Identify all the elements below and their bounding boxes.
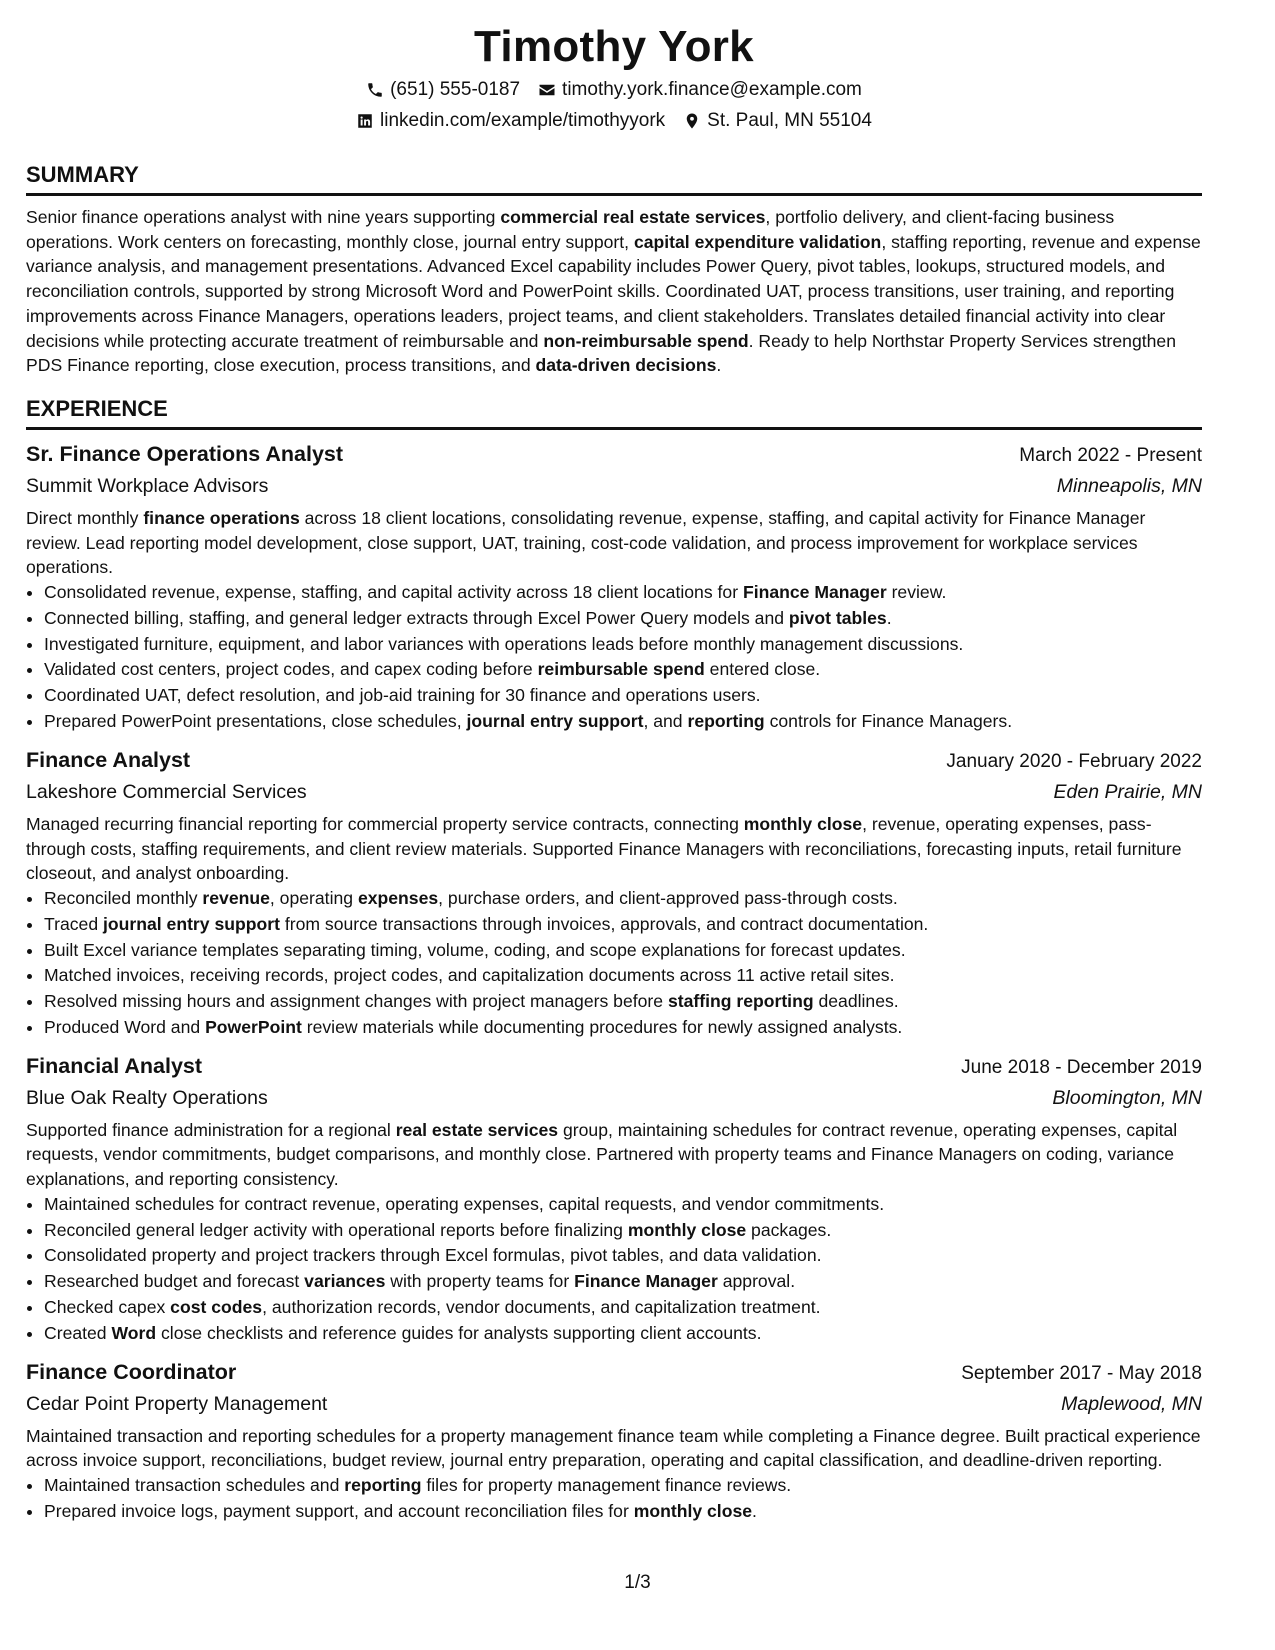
job-company: Summit Workplace Advisors bbox=[26, 474, 269, 497]
job-entry bbox=[26, 439, 1202, 735]
job-bullet: • Checked capex cost codes, authorization records, vendor documents, and capitalization treatment. bbox=[44, 1295, 1202, 1321]
job-bullet: • Maintained transaction schedules and reporting files for property management finance reviews. bbox=[44, 1473, 1202, 1499]
job-bullet: • Maintained schedules for contract revenue, operating expenses, capital requests, and vendor commitments. bbox=[44, 1192, 1202, 1218]
location-text: St. Paul, MN 55104 bbox=[707, 110, 872, 131]
contact-phone bbox=[366, 79, 520, 101]
job-bullet: • Resolved missing hours and assignment changes with project managers before staffing reporting deadlines. bbox=[44, 989, 1202, 1015]
job-bullet: • Matched invoices, receiving records, project codes, and capitalization documents across 11 active retail sites. bbox=[44, 963, 1202, 989]
emphasis-text: revenue bbox=[202, 887, 270, 908]
emphasis-text: variances bbox=[304, 1271, 386, 1292]
job-location: Eden Prairie, MN bbox=[1053, 780, 1202, 803]
job-location: Minneapolis, MN bbox=[1056, 474, 1202, 497]
job-entry bbox=[26, 745, 1202, 1041]
job-entry bbox=[26, 1051, 1202, 1347]
experience-divider bbox=[26, 427, 1202, 430]
job-bullet: • Built Excel variance templates separating timing, volume, coding, and scope explanations for forecast updates. bbox=[44, 938, 1202, 964]
job-bullet: • Consolidated revenue, expense, staffing, and capital activity across 18 client locations for Finance Manager review. bbox=[44, 580, 1202, 606]
candidate-name: Timothy York bbox=[474, 22, 754, 71]
phone-text: (651) 555-0187 bbox=[390, 79, 521, 100]
contact-linkedin[interactable] bbox=[356, 110, 665, 132]
emphasis-text: PowerPoint bbox=[205, 1016, 302, 1037]
contact-email[interactable] bbox=[538, 79, 862, 101]
job-dates: June 2018 - December 2019 bbox=[961, 1056, 1202, 1078]
job-bullet: • Connected billing, staffing, and general ledger extracts through Excel Power Query models and pivot tables. bbox=[44, 606, 1202, 632]
emphasis-text: pivot tables bbox=[788, 607, 887, 628]
job-bullet: • Prepared invoice logs, payment support, and account reconciliation files for monthly close. bbox=[44, 1499, 1202, 1525]
job-company: Lakeshore Commercial Services bbox=[26, 780, 307, 803]
emphasis-text: Finance Manager bbox=[742, 582, 887, 603]
job-dates: January 2020 - February 2022 bbox=[946, 750, 1202, 772]
emphasis-text: journal entry support bbox=[103, 913, 280, 934]
emphasis-text: reimbursable spend bbox=[537, 659, 705, 680]
emphasis-text: cost codes bbox=[170, 1297, 263, 1317]
experience-section bbox=[26, 396, 1202, 1525]
job-title: Finance Coordinator bbox=[26, 1359, 237, 1384]
envelope-icon bbox=[538, 81, 556, 99]
emphasis-text: staffing reporting bbox=[667, 991, 814, 1012]
job-bullet: • Reconciled monthly revenue, operating expenses, purchase orders, and client-approved pass-through costs. bbox=[44, 886, 1202, 912]
job-location: Maplewood, MN bbox=[1061, 1392, 1202, 1415]
job-description: Direct monthly finance operations across 18 client locations, consolidating revenue, expense, staffing, and capital activity for Finance Manager review. Lead reporting model development, close support, UAT, training, cost-code validation, and process improvement for workplace services operations. bbox=[26, 507, 1146, 578]
job-bullets bbox=[26, 580, 1202, 735]
map-pin-icon bbox=[683, 112, 701, 130]
job-entry bbox=[26, 1357, 1202, 1525]
job-bullets bbox=[26, 1473, 1202, 1525]
experience-heading: EXPERIENCE bbox=[26, 395, 168, 421]
job-location: Bloomington, MN bbox=[1052, 1086, 1202, 1109]
emphasis-text: real estate services bbox=[395, 1119, 559, 1140]
job-dates: March 2022 - Present bbox=[1019, 444, 1202, 466]
linkedin-icon bbox=[356, 112, 374, 130]
emphasis-text: non-reimbursable spend bbox=[543, 330, 749, 351]
job-bullet: • Coordinated UAT, defect resolution, and job-aid training for 30 finance and operations users. bbox=[44, 683, 1202, 709]
page-number: 1/3 bbox=[624, 1572, 651, 1593]
job-bullet: • Prepared PowerPoint presentations, close schedules, journal entry support, and reporting controls for Finance Managers. bbox=[44, 709, 1202, 735]
job-bullet: • Consolidated property and project trackers through Excel formulas, pivot tables, and data validation. bbox=[44, 1243, 1202, 1269]
job-bullets bbox=[26, 1192, 1202, 1347]
summary-divider bbox=[26, 193, 1202, 196]
emphasis-text: journal entry support bbox=[466, 711, 644, 732]
job-bullet: • Traced journal entry support from source transactions through invoices, approvals, and contract documentation. bbox=[44, 912, 1202, 938]
emphasis-text: Finance Manager bbox=[574, 1271, 718, 1292]
emphasis-text: Word bbox=[111, 1322, 157, 1343]
emphasis-text: expenses bbox=[357, 887, 439, 908]
job-bullet: • Reconciled general ledger activity with operational reports before finalizing monthly close packages. bbox=[44, 1218, 1202, 1244]
summary-text: Senior finance operations analyst with nine years supporting commercial real estate services, portfolio delivery, and client-facing business operations. Work centers on forecasting, monthly close, journal entry support, capital expenditure validation, staffing reporting, revenue and expense variance analysis, and management presentations. Advanced Excel capability includes Power Query, pivot tables, lookups, structured models, and reconciliation controls, supported by strong Microsoft Word and PowerPoint skills. Coordinated UAT, process transitions, user training, and reporting improvements across Finance Managers, operations leaders, project teams, and client stakeholders. Translates detailed financial activity into clear decisions while protecting accurate treatment of reimbursable and non-reimbursable spend. Ready to help Northstar Property Services strengthen PDS Finance reporting, close execution, process transitions, and data-driven decisions. bbox=[26, 207, 1201, 376]
job-company: Cedar Point Property Management bbox=[26, 1392, 328, 1415]
job-bullet: • Created Word close checklists and reference guides for analysts supporting client accounts. bbox=[44, 1321, 1202, 1347]
emphasis-text: reporting bbox=[344, 1475, 422, 1495]
job-description: Maintained transaction and reporting schedules for a property management finance team while completing a Finance degree. Built practical experience across invoice support, reconciliations, budget review, journal entry preparation, operating and capital classification, and deadline-driven reporting. bbox=[26, 1425, 1201, 1471]
job-bullet: • Investigated furniture, equipment, and labor variances with operations leads before monthly management discussions. bbox=[44, 632, 1202, 658]
phone-icon bbox=[366, 81, 384, 99]
job-bullets bbox=[26, 886, 1202, 1041]
job-description: Supported finance administration for a regional real estate services group, maintaining schedules for contract revenue, operating expenses, capital requests, vendor commitments, budget comparisons, and monthly close. Partnered with property teams and Finance Managers on coding, variance explanations, and reporting consistency. bbox=[26, 1119, 1178, 1190]
job-bullet: • Validated cost centers, project codes, and capex coding before reimbursable spend entered close. bbox=[44, 657, 1202, 683]
emphasis-text: monthly close bbox=[627, 1219, 747, 1240]
job-title: Financial Analyst bbox=[26, 1053, 203, 1078]
job-description: Managed recurring financial reporting for commercial property service contracts, connecting monthly close, revenue, operating expenses, pass-through costs, staffing requirements, and client review materials. Supported Finance Managers with reconciliations, forecasting inputs, retail furniture closeout, and analyst onboarding. bbox=[26, 813, 1182, 884]
job-company: Blue Oak Realty Operations bbox=[26, 1086, 268, 1109]
contact-location bbox=[683, 110, 872, 132]
job-dates: September 2017 - May 2018 bbox=[961, 1362, 1202, 1384]
emphasis-text: reporting bbox=[687, 711, 765, 732]
contact-info bbox=[26, 79, 1202, 132]
emphasis-text: monthly close bbox=[633, 1500, 753, 1521]
job-bullet: • Produced Word and PowerPoint review materials while documenting procedures for newly assigned analysts. bbox=[44, 1015, 1202, 1041]
job-bullet: • Researched budget and forecast variances with property teams for Finance Manager approval. bbox=[44, 1269, 1202, 1295]
summary-heading: SUMMARY bbox=[26, 162, 139, 187]
job-title: Finance Analyst bbox=[26, 747, 191, 772]
emphasis-text: capital expenditure validation bbox=[633, 231, 882, 252]
emphasis-text: data-driven decisions bbox=[535, 355, 717, 376]
emphasis-text: monthly close bbox=[743, 813, 863, 834]
contact-row-1 bbox=[26, 79, 1202, 101]
summary-section bbox=[26, 162, 1202, 378]
email-text: timothy.york.finance@example.com bbox=[562, 79, 862, 100]
linkedin-text: linkedin.com/example/timothyyork bbox=[380, 110, 666, 131]
contact-row-2 bbox=[26, 110, 1202, 132]
emphasis-text: commercial real estate services bbox=[500, 207, 766, 227]
emphasis-text: finance operations bbox=[143, 507, 300, 528]
job-title: Sr. Finance Operations Analyst bbox=[26, 441, 344, 466]
